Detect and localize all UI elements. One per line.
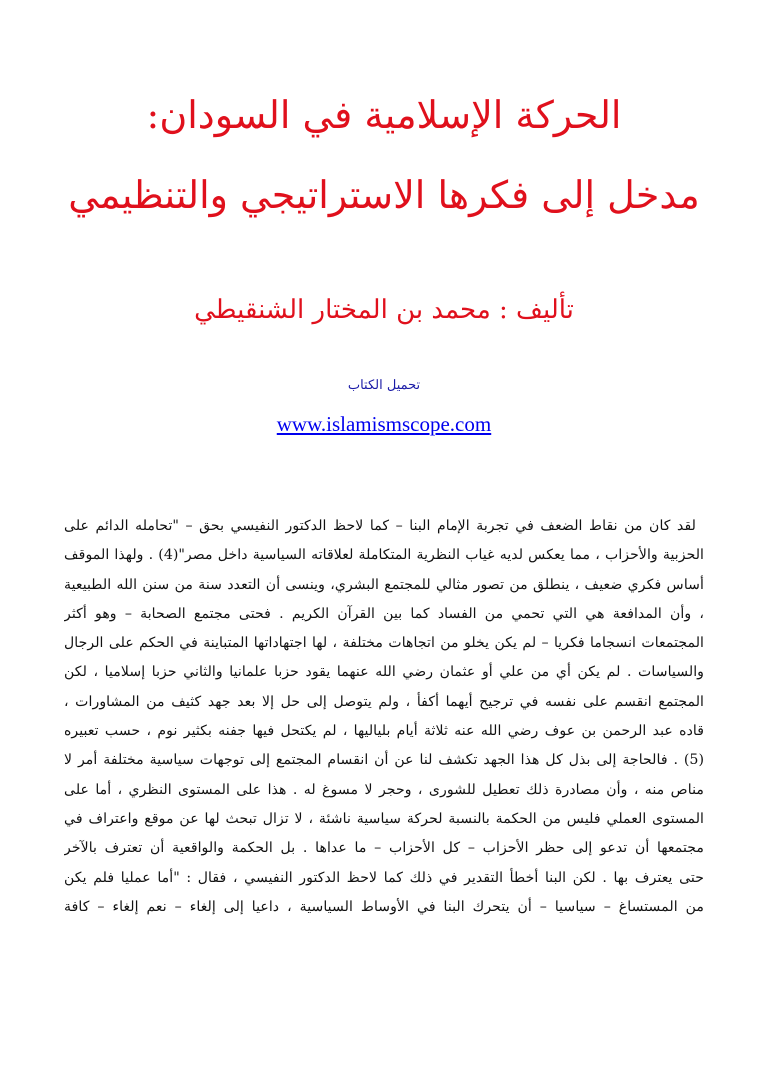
book-title-line-1: الحركة الإسلامية في السودان: [146, 93, 622, 137]
body-line: مناص منه ، وأن مصادرة ذلك تعطيل للشورى ، وحجر لا مسوغ له . هذا على المستوى النظري ، أما على [64, 781, 704, 798]
body-line: من المستساغ – سياسيا – أن يتحرك البنا في الأوساط السياسية ، داعيا إلى إلغاء – نعم إلغاء – كافة [64, 898, 704, 915]
body-line: حتى يعترف بها . لكن البنا أخطأ التقدير في ذلك كما لاحظ الدكتور النفيسي ، فقال : "أما عمليا فلم يكن [64, 869, 704, 886]
body-line: المجتمع انقسم على نفسه في ترجيح أيهما أكفأ ، ولم يتوصل إلى حل إلا بعد جهد كثيف من المشاورات ، [64, 693, 704, 710]
book-title-line-2: مدخل إلى فكرها الاستراتيجي والتنظيمي [68, 173, 700, 217]
body-line: (5) . فالحاجة إلى بذل كل هذا الجهد تكشف لنا عن أن انقسام المجتمع إلى توجهات سياسية مختلفة أمر لا [64, 752, 704, 769]
body-paragraph [64, 512, 704, 922]
author-line: تأليف : محمد بن المختار الشنقيطي [194, 295, 574, 325]
download-label: تحميل الكتاب [347, 378, 421, 393]
body-line: أساس فكري ضعيف ، ينطلق من تصور مثالي للمجتمع البشري، وينسى أن التعدد سنة من سنن الله الطبيعية [64, 576, 704, 593]
body-line: المستوى العملي فليس من الحكمة بالنسبة لحركة سياسية ناشئة ، لا تزال تبحث لها عن موقع واعتراف في [64, 810, 704, 827]
body-line: لقد كان من نقاط الضعف في تجربة الإمام البنا – كما لاحظ الدكتور النفيسي بحق – "تحامله الدائم على [64, 518, 696, 534]
body-line: الحزبية والأحزاب ، مما يعكس لديه غياب النظرية المتكاملة لعلاقاته السياسية داخل مصر"(4) . ولهذا الموقف [64, 547, 704, 564]
body-line: قاده عبد الرحمن بن عوف رضي الله عنه ثلاثة أيام بلياليها ، لم يكتحل فيها جفنه بكثير نوم ، حسب تعبيره [64, 723, 704, 740]
body-line: مجتمعها أن تدعو إلى حظر الأحزاب – كل الأحزاب – ما عداها . بل الحكمة والواقعية أن تعترف بالآخر [64, 840, 704, 857]
body-line: ، وأن المدافعة هي التي تحمي من الفساد كما بين القرآن الكريم . فحتى مجتمع الصحابة – وهو أكثر [64, 605, 704, 622]
body-line: والسياسات . لم يكن أي من علي أو عثمان رضي الله عنهما يقود حزبا علمانيا والثاني حزبا إسلاميا ، لكن [64, 664, 704, 681]
site-link[interactable]: www.islamismscope.com [276, 412, 492, 436]
body-line: المجتمعات انسجاما فكريا – لم يكن يخلو من اتجاهات مختلفة ، لها اجتهاداتها المتباينة في الحكم على الرجال [64, 635, 704, 652]
